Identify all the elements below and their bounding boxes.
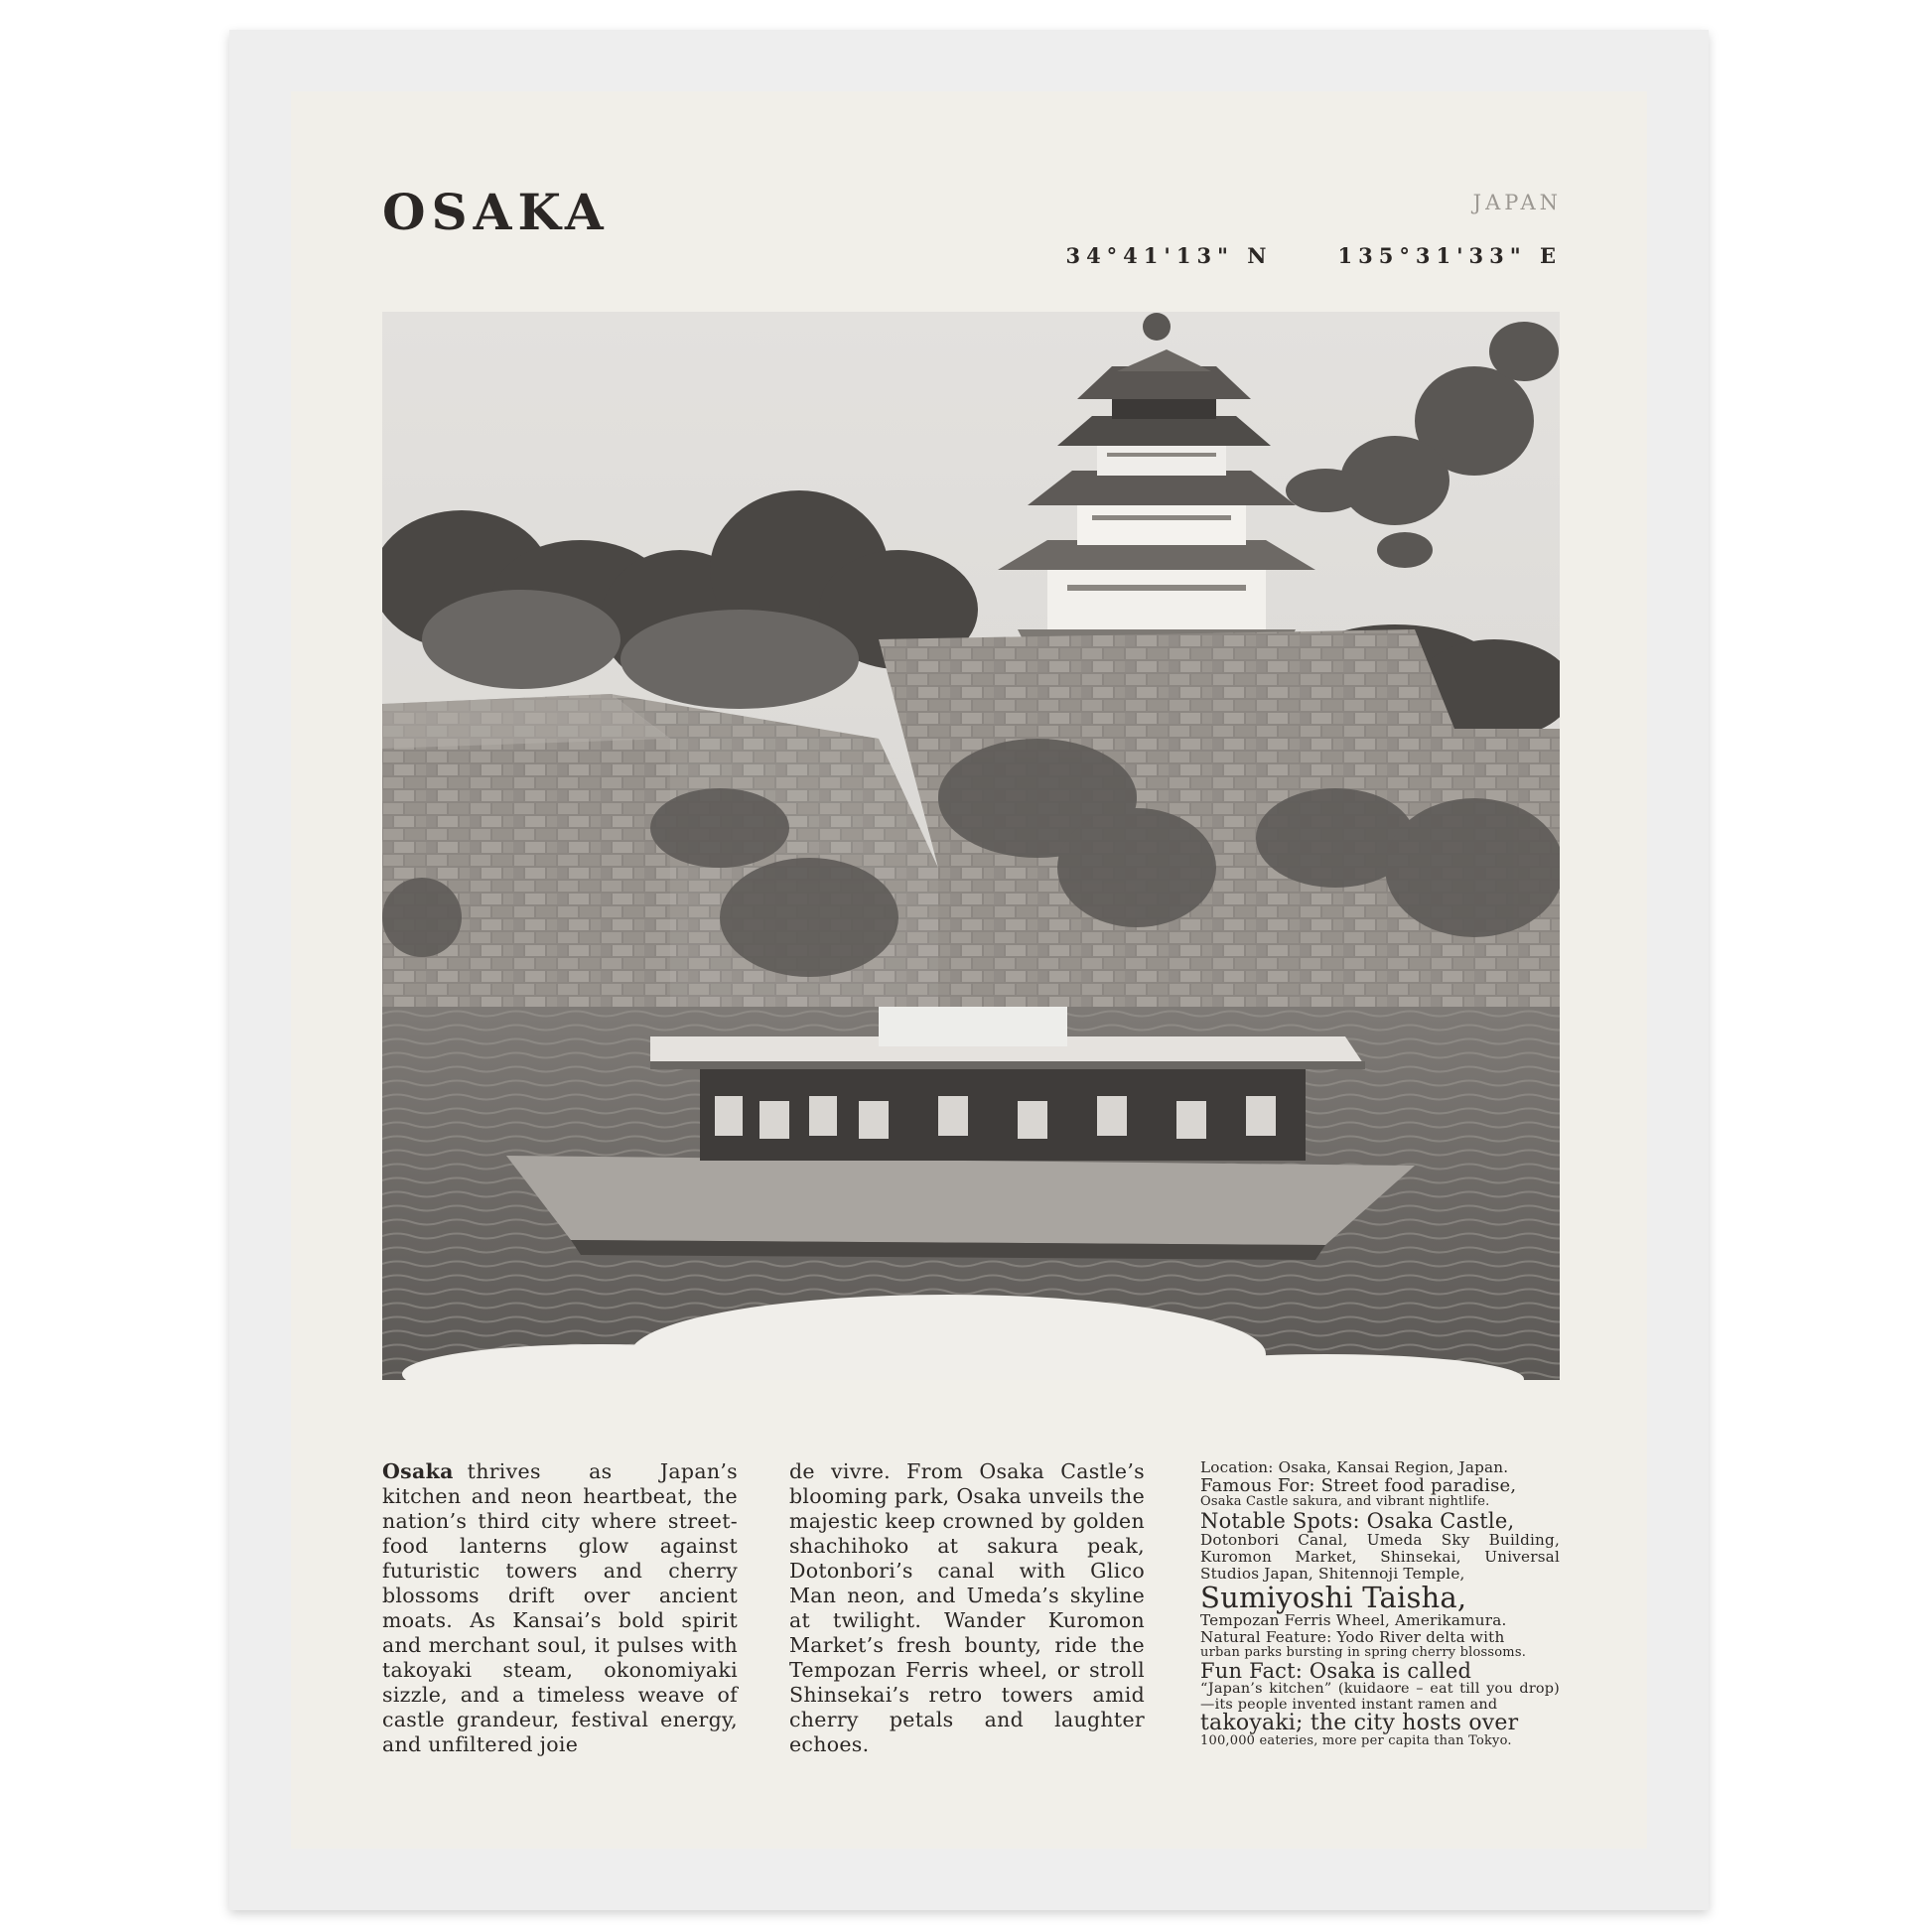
poster-title: OSAKA xyxy=(382,183,610,241)
fact-fun-b: “Japan’s kitchen” (kuidaore – eat till you drop)—its people invented instant ramen and xyxy=(1200,1681,1560,1713)
longitude: 135°31'33" E xyxy=(1337,243,1562,268)
facts-column xyxy=(1200,1459,1560,1749)
fact-spots-c: Sumiyoshi Taisha, xyxy=(1200,1580,1467,1614)
fact-natural-a: Natural Feature: Yodo River delta with xyxy=(1200,1627,1505,1646)
poster-frame xyxy=(229,30,1709,1910)
description-column-2 xyxy=(789,1459,1145,1757)
fact-location: Location: Osaka, Kansai Region, Japan. xyxy=(1200,1458,1509,1476)
latitude: 34°41'13" N xyxy=(1065,243,1273,268)
coordinates xyxy=(1065,243,1562,268)
fact-natural-b: urban parks bursting in spring cherry blossoms. xyxy=(1200,1644,1527,1660)
fact-spots-b: Dotonbori Canal, Umeda Sky Building, Kuromon Market, Shinsekai, Universal Studios Japan, Shitennoji Temple, xyxy=(1200,1530,1560,1583)
description-column-1 xyxy=(382,1459,738,1757)
castle-illustration xyxy=(382,312,1560,1380)
lead-word: Osaka xyxy=(382,1459,454,1483)
castle-photo xyxy=(382,312,1560,1380)
fact-spots-a: Notable Spots: Osaka Castle, xyxy=(1200,1508,1515,1533)
fact-spots-d: Tempozan Ferris Wheel, Amerikamura. xyxy=(1200,1610,1507,1629)
description-text-1: thrives as Japan’s kitchen and neon heartbeat, the nation’s third city where street-food lanterns glow against futuristic towers and cherry blossoms drift over ancient moats. As Kansai’s bold spirit and merchant soul, it pulses with takoyaki steam, okonomiyaki sizzle, and a timeless weave of castle grandeur, festival energy, and unfiltered joie xyxy=(382,1459,738,1756)
fact-fun-a: Fun Fact: Osaka is called xyxy=(1200,1659,1472,1684)
fact-famous-a: Famous For: Street food paradise, xyxy=(1200,1475,1517,1496)
description-columns xyxy=(382,1459,1560,1797)
fact-fun-d: 100,000 eateries, more per capita than Tokyo. xyxy=(1200,1733,1512,1749)
description-text-2: de vivre. From Osaka Castle’s blooming park, Osaka unveils the majestic keep crowned by golden shachihoko at sakura peak, Dotonbori’s canal with Glico Man neon, and Umeda’s skyline at twilight. Wander Kuromon Market’s fresh bounty, ride the Tempozan Ferris wheel, or stroll Shinsekai’s retro towers amid cherry petals and laughter echoes. xyxy=(789,1459,1145,1756)
poster-paper xyxy=(291,91,1647,1849)
fact-famous-b: Osaka Castle sakura, and vibrant nightlife. xyxy=(1200,1494,1490,1509)
country-label: JAPAN xyxy=(1472,191,1562,214)
fact-fun-c: takoyaki; the city hosts over xyxy=(1200,1711,1519,1736)
